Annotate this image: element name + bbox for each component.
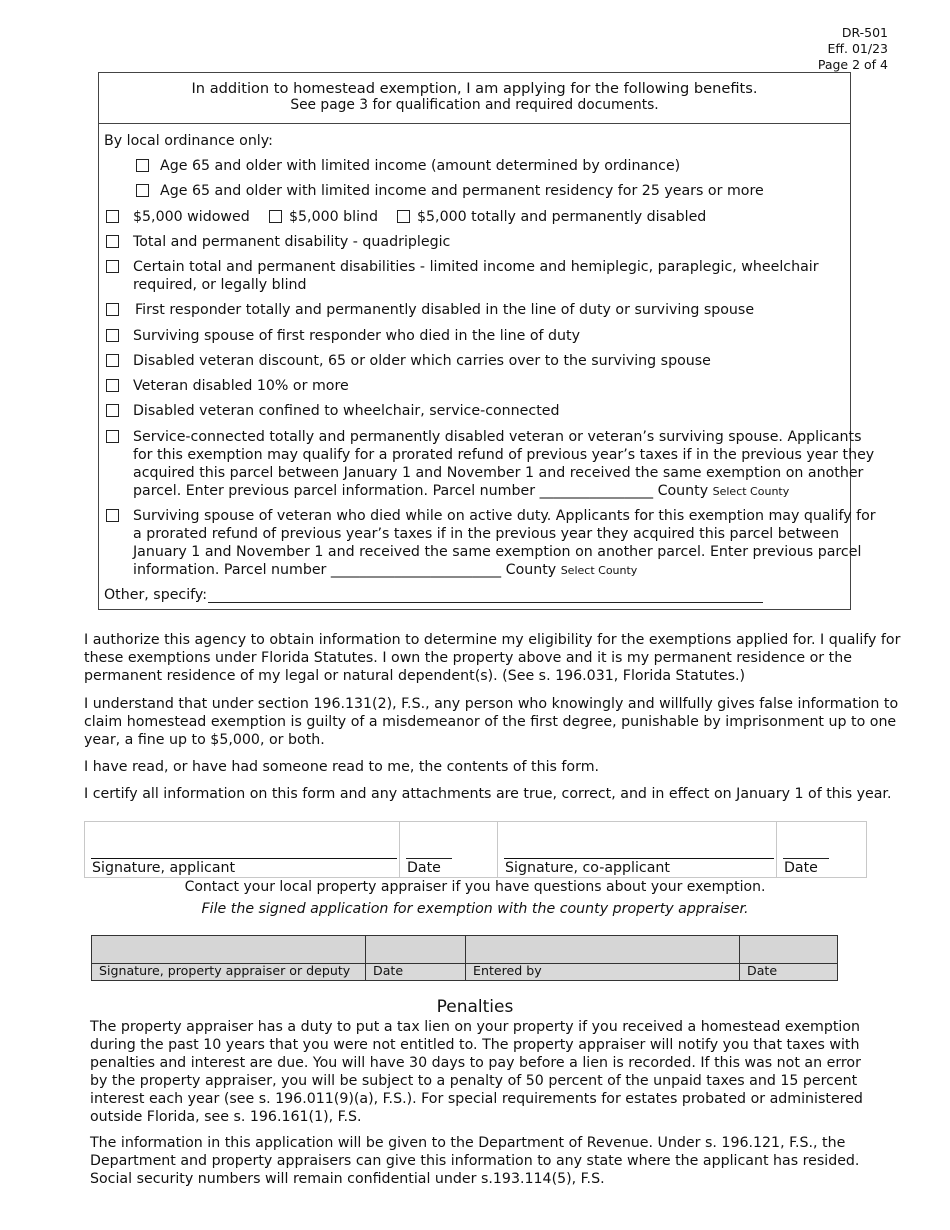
label-veteran-discount: Disabled veteran discount, 65 or older which carries over to the surviving spouse [133, 353, 711, 369]
label-svc-line3: acquired this parcel between January 1 and November 1 and received the same exemption on another [133, 465, 864, 481]
checkbox-active-duty-spouse[interactable] [106, 509, 119, 522]
checkbox-blind[interactable] [269, 210, 282, 223]
contact-note: Contact your local property appraiser if you have questions about your exemption. [184, 879, 766, 895]
file-instruction: File the signed application for exemption with the county property appraiser. [201, 901, 749, 917]
label-quadriplegic: Total and permanent disability - quadriplegic [133, 234, 451, 250]
label-certain-line2: required, or legally blind [133, 277, 307, 293]
label-active-line4 [133, 561, 637, 580]
appraiser-table [91, 935, 838, 981]
label-active-line3: January 1 and November 1 and received the same exemption on another parcel. Enter previous parcel [133, 544, 862, 560]
penalties-p1-line2: during the past 10 years that you were not entitled to. The property appraiser will notify you that taxes with [90, 1037, 860, 1053]
appraiser-signature-field[interactable] [92, 936, 365, 964]
penalties-title: Penalties [436, 997, 514, 1017]
appraiser-date-label: Date [373, 963, 404, 978]
coapplicant-date-line [783, 858, 829, 859]
benefits-subtitle: See page 3 for qualification and required documents. [290, 97, 659, 113]
appraiser-signature-cell[interactable] [91, 935, 366, 981]
understand-line1: I understand that under section 196.131(2), F.S., any person who knowingly and willfully gives false information to [84, 696, 899, 712]
checkbox-veteran-wheelchair[interactable] [106, 404, 119, 417]
form-id: DR-501 [841, 25, 888, 40]
applicant-date-line [406, 858, 452, 859]
applicant-signature-line [91, 858, 397, 859]
entered-by-label: Entered by [473, 963, 542, 978]
checkbox-quadriplegic[interactable] [106, 235, 119, 248]
page-number: Page 2 of 4 [817, 57, 888, 72]
other-specify-label: Other, specify: [104, 587, 208, 603]
label-active-line1: Surviving spouse of veteran who died while on active duty. Applicants for this exemption may qualify for [133, 508, 876, 524]
penalties-p1-line6: outside Florida, see s. 196.161(1), F.S. [90, 1109, 362, 1125]
coapplicant-signature-label: Signature, co-applicant [505, 860, 670, 876]
effective-date: Eff. 01/23 [827, 41, 888, 56]
form-header [818, 25, 888, 73]
checkbox-veteran-10[interactable] [106, 379, 119, 392]
label-svc-line2: for this exemption may qualify for a prorated refund of previous year’s taxes if in the previous year they [133, 447, 875, 463]
applicant-signature-cell[interactable] [85, 822, 400, 877]
appraiser-date-field[interactable] [366, 936, 465, 964]
label-disabled: $5,000 totally and permanently disabled [417, 209, 707, 225]
checkbox-spouse-first-responder[interactable] [106, 329, 119, 342]
benefits-title: In addition to homestead exemption, I am applying for the following benefits. [191, 80, 758, 97]
other-specify-input[interactable] [208, 602, 763, 603]
applicant-date-label: Date [407, 860, 441, 876]
label-svc-line4 [133, 482, 789, 501]
benefits-header [98, 72, 851, 124]
local-ordinance-label: By local ordinance only: [104, 133, 273, 149]
label-age65-limited: Age 65 and older with limited income (amount determined by ordinance) [160, 158, 681, 174]
entered-by-cell[interactable] [465, 935, 740, 981]
penalties-p2-line1: The information in this application will be given to the Department of Revenue. Under s. 196.121, F.S., the [90, 1135, 846, 1151]
penalties-p1-line5: interest each year (see s. 196.011(9)(a), F.S.). For special requirements for estates probated or administered [90, 1091, 863, 1107]
label-blind: $5,000 blind [289, 209, 379, 225]
checkbox-first-responder[interactable] [106, 303, 119, 316]
checkbox-age65-limited[interactable] [136, 159, 149, 172]
label-certain-line1: Certain total and permanent disabilities - limited income and hemiplegic, paraplegic, wheelchair [133, 259, 819, 275]
entered-date-label: Date [747, 963, 778, 978]
coapplicant-date-label: Date [784, 860, 818, 876]
entered-by-field[interactable] [466, 936, 739, 964]
understand-line2: claim homestead exemption is guilty of a misdemeanor of the first degree, punishable by imprisonment up to one [84, 714, 897, 730]
entered-date-field[interactable] [740, 936, 837, 964]
label-active-line2: a prorated refund of previous year’s taxes if in the previous year they acquired this parcel between [133, 526, 840, 542]
checkbox-veteran-discount[interactable] [106, 354, 119, 367]
authorize-line3: permanent residence of my legal or natural dependent(s). (See s. 196.031, Florida Statutes.) [84, 668, 746, 684]
checkbox-certain-disabilities[interactable] [106, 260, 119, 273]
label-veteran-10: Veteran disabled 10% or more [133, 378, 349, 394]
appraiser-date-cell[interactable] [365, 935, 466, 981]
svc-parcel-text: parcel. Enter previous parcel information. Parcel number ________________ County [133, 483, 709, 499]
appraiser-signature-label: Signature, property appraiser or deputy [99, 963, 351, 978]
penalties-p1-line1: The property appraiser has a duty to put a tax lien on your property if you received a homestead exemption [90, 1019, 861, 1035]
penalties-p1-line3: penalties and interest are due. You will have 30 days to pay before a lien is recorded. If this was not an error [90, 1055, 861, 1071]
label-spouse-first-responder: Surviving spouse of first responder who died in the line of duty [133, 328, 580, 344]
checkbox-disabled[interactable] [397, 210, 410, 223]
understand-line3: year, a fine up to $5,000, or both. [84, 732, 325, 748]
entered-date-cell[interactable] [739, 935, 838, 981]
active-county-select[interactable]: Select County [560, 564, 638, 577]
label-svc-line1: Service-connected totally and permanently disabled veteran or veteran’s surviving spouse. Applicants [133, 429, 862, 445]
read-statement: I have read, or have had someone read to me, the contents of this form. [84, 759, 600, 775]
svc-county-select[interactable]: Select County [712, 485, 790, 498]
coapplicant-signature-cell[interactable] [498, 822, 777, 877]
penalties-p2-line2: Department and property appraisers can give this information to any state where the applicant has resided. [90, 1153, 860, 1169]
authorize-line1: I authorize this agency to obtain information to determine my eligibility for the exemptions applied for. I qualify for [84, 632, 901, 648]
active-parcel-text: information. Parcel number ________________________ County [133, 562, 557, 578]
label-veteran-wheelchair: Disabled veteran confined to wheelchair, service-connected [133, 403, 560, 419]
penalties-p2-line3: Social security numbers will remain confidential under s.193.114(5), F.S. [90, 1171, 605, 1187]
authorize-line2: these exemptions under Florida Statutes. I own the property above and it is my permanent residence or the [84, 650, 852, 666]
label-age65-residency: Age 65 and older with limited income and permanent residency for 25 years or more [160, 183, 764, 199]
coapplicant-signature-line [504, 858, 774, 859]
applicant-date-cell[interactable] [400, 822, 498, 877]
checkbox-age65-residency[interactable] [136, 184, 149, 197]
applicant-signature-table [84, 821, 867, 878]
checkbox-service-connected[interactable] [106, 430, 119, 443]
coapplicant-date-cell[interactable] [777, 822, 866, 877]
label-first-responder: First responder totally and permanently disabled in the line of duty or surviving spouse [135, 302, 755, 318]
certify-statement: I certify all information on this form and any attachments are true, correct, and in effect on January 1 of this year. [84, 786, 892, 802]
penalties-p1-line4: by the property appraiser, you will be subject to a penalty of 50 percent of the unpaid taxes and 15 percent [90, 1073, 858, 1089]
checkbox-widowed[interactable] [106, 210, 119, 223]
label-widowed: $5,000 widowed [133, 209, 250, 225]
applicant-signature-label: Signature, applicant [92, 860, 236, 876]
